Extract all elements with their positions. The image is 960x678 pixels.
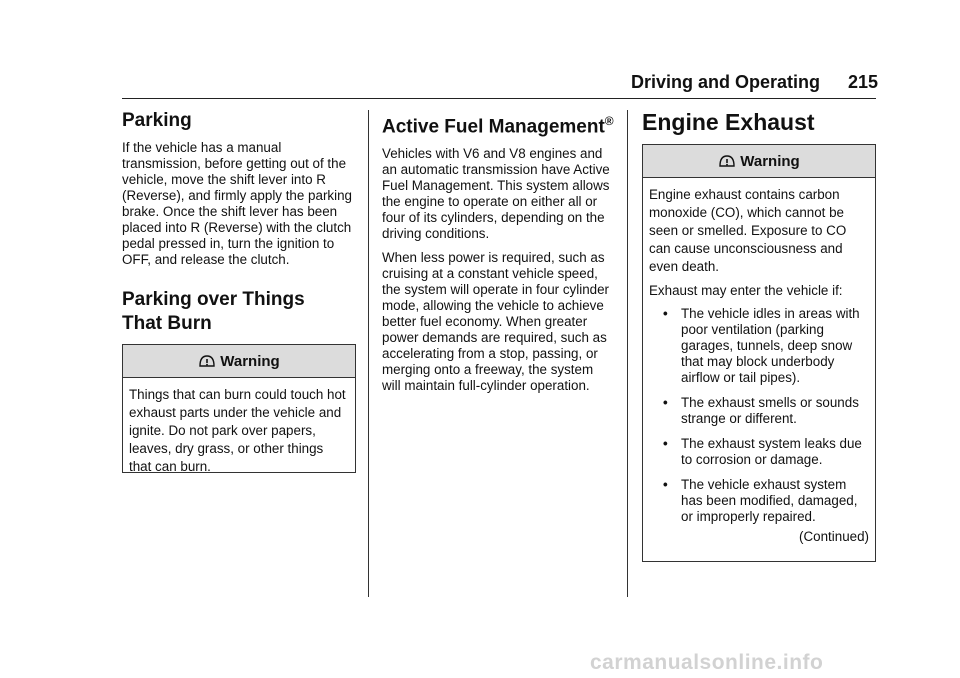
warning-header (643, 145, 875, 178)
column-divider-right (627, 110, 628, 597)
list-item (649, 395, 869, 427)
list-item-text: The exhaust system leaks due to corrosion or damage. (681, 436, 862, 467)
afm-paragraph-2: When less power is required, such as cruising at a constant vehicle speed, the system will operate in four cylinder mode, allowing the vehicle to achieve better fuel economy. When greater power demands are required, such as accelerating from a stop, passing, or merging onto a freeway, the system will maintain full-cylinder operation. (382, 250, 609, 394)
bullet-dot: • (663, 477, 668, 492)
exhaust-paragraph-1: Engine exhaust contains carbon monoxide (CO), which cannot be seen or smelled. Exposure to CO can cause unconsciousness and even death. (649, 187, 847, 274)
column-engine-exhaust (642, 109, 876, 135)
header-divider (122, 98, 876, 99)
list-item-text: The exhaust smells or sounds strange or different. (681, 395, 859, 426)
column-parking (122, 110, 356, 336)
section-heading-parking: Parking (122, 110, 192, 131)
warning-box-parking (122, 344, 356, 473)
column-divider-left (368, 110, 369, 597)
page-number: 215 (847, 72, 878, 92)
column-afm (382, 110, 614, 394)
exhaust-paragraph-2: Exhaust may enter the vehicle if: (649, 283, 843, 298)
bullet-dot: • (663, 395, 668, 410)
heading-line-1: Parking over Things (122, 289, 305, 310)
page-header-title: Driving and Operating (630, 72, 820, 92)
watermark: carmanualsonline.info (590, 651, 824, 674)
registered-mark: ® (604, 114, 614, 128)
bullet-dot: • (663, 306, 668, 321)
afm-paragraph-1: Vehicles with V6 and V8 engines and an automatic transmission have Active Fuel Management. This system allows the engine to operate on either all or four of its cylinders, depending on the driving conditions. (382, 146, 610, 242)
bullet-dot: • (663, 436, 668, 451)
warning-label: Warning (220, 352, 280, 370)
list-item-text: The vehicle idles in areas with poor ventilation (parking garages, tunnels, deep snow that may block underbody airflow or tail pipes). (681, 306, 860, 385)
warning-text-parking: Things that can burn could touch hot exhaust parts under the vehicle and ignite. Do not park over papers, leaves, dry grass, or other things that can burn. (129, 387, 346, 474)
warning-label: Warning (740, 152, 800, 170)
section-heading-engine-exhaust: Engine Exhaust (642, 109, 815, 135)
warning-icon (718, 152, 736, 170)
list-item (649, 306, 869, 386)
section-heading-afm (382, 110, 614, 138)
heading-line-2: That Burn (122, 313, 212, 334)
warning-body (643, 178, 875, 544)
exhaust-bullet-list (649, 306, 869, 525)
list-item (649, 477, 869, 525)
section-heading-parking-over-things (122, 288, 356, 336)
afm-heading-text: Active Fuel Management (382, 116, 605, 138)
list-item (649, 436, 869, 468)
warning-header (123, 345, 355, 378)
warning-icon (198, 352, 216, 370)
parking-paragraph: If the vehicle has a manual transmission, before getting out of the vehicle, move the shift lever into R (Reverse), and firmly apply the parking brake. Once the shift lever has been placed into R (Reverse) with the clutch pedal pressed in, turn the ignition to OFF, and release the clutch. (122, 140, 352, 267)
list-item-text: The vehicle exhaust system has been modified, damaged, or improperly repaired. (681, 477, 858, 524)
continued-label: (Continued) (799, 529, 869, 544)
warning-box-engine-exhaust (642, 144, 876, 562)
